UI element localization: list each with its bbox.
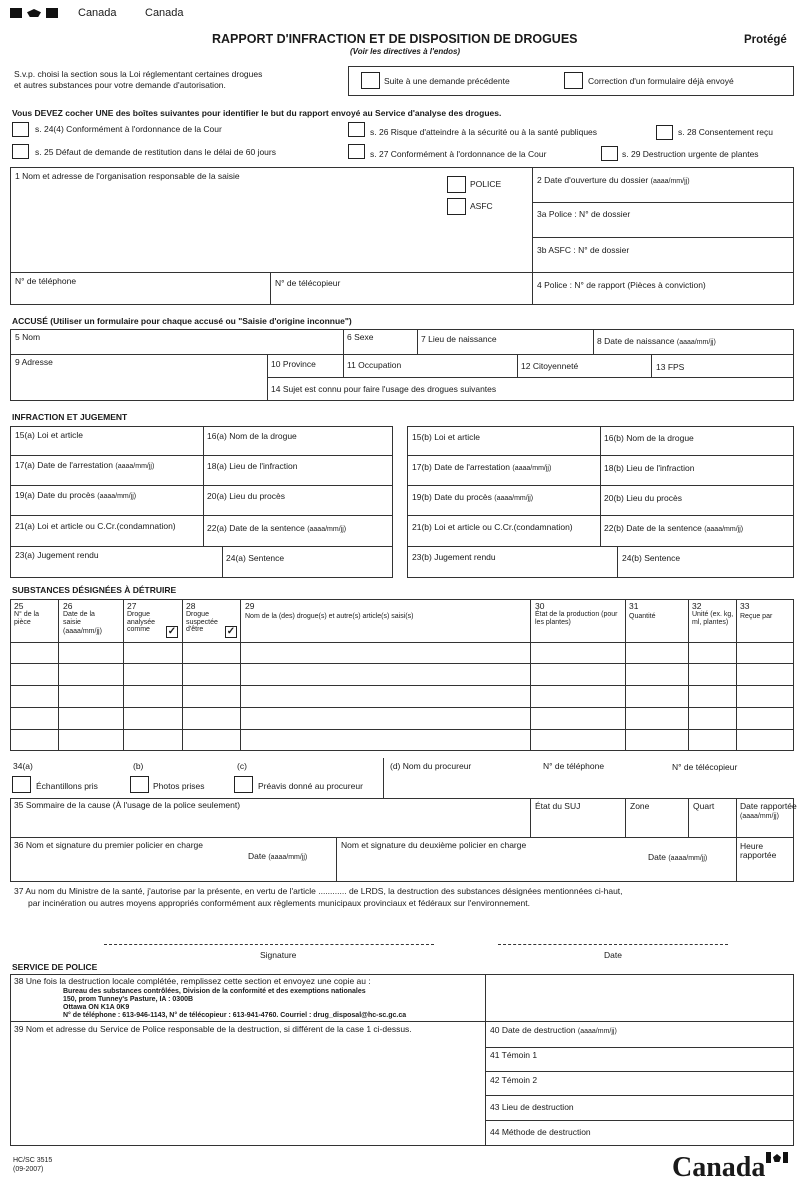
- form-version: (09-2007): [13, 1166, 44, 1173]
- authorization-line2: par incinération ou autres moyens appropriés conformément aux règlements municipaux provinciaux et fédéraux sur l'environnement.: [28, 898, 530, 908]
- intro-line2: et autres substances pour votre demande d'autorisation.: [14, 80, 226, 90]
- s28-label: s. 28 Consentement reçu: [678, 127, 773, 137]
- name-label: 5 Nom: [15, 332, 41, 342]
- previous-request-checkbox[interactable]: [361, 72, 380, 89]
- police-report-label: 4 Police : N° de rapport (Pièces à conviction): [537, 280, 706, 290]
- correction-checkbox[interactable]: [564, 72, 583, 89]
- asfc-checkbox[interactable]: [447, 198, 466, 215]
- offence-place-b-label: 18(b) Lieu de l'infraction: [604, 463, 695, 473]
- sentence-date-b-label: 22(b) Date de la sentence (aaaa/mm/jj): [604, 523, 744, 533]
- drug-a-label: 16(a) Nom de la drogue: [207, 431, 297, 441]
- s34a-label: 34(a): [13, 761, 33, 771]
- col25-header: 25 N° de la pièce: [14, 601, 39, 626]
- case-summary-label: 35 Sommaire de la cause (À l'usage de la police seulement): [14, 800, 241, 810]
- province-label: 10 Province: [271, 359, 316, 369]
- police-checkbox[interactable]: [447, 176, 466, 193]
- conviction-a-label: 21(a) Loi et article ou C.Cr.(condamnation): [15, 521, 176, 531]
- prosecutor-label: (d) Nom du procureur: [390, 761, 472, 771]
- zone-label: Zone: [630, 801, 650, 811]
- intro-line1: S.v.p. choisi la section sous la Loi réglementant certaines drogues: [14, 69, 263, 79]
- quart-label: Quart: [693, 801, 715, 811]
- citizenship-label: 12 Citoyenneté: [521, 361, 579, 371]
- photos-checkbox[interactable]: [130, 776, 149, 793]
- police-service-heading: SERVICE DE POLICE: [12, 962, 98, 972]
- signature-line[interactable]: [104, 944, 434, 945]
- s25-checkbox[interactable]: [12, 144, 29, 159]
- first-officer-label: 36 Nom et signature du premier policier en charge: [14, 840, 203, 850]
- col33-header: 33 Reçue par: [740, 601, 773, 621]
- purpose-heading: Vous DEVEZ cocher UNE des boîtes suivantes pour identifier le but du rapport envoyé au Service d'analyse des drogues.: [12, 108, 502, 118]
- col30-header: 30 État de la production (pour les plantes): [535, 601, 618, 626]
- date-line[interactable]: [498, 944, 728, 945]
- correction-label: Correction d'un formulaire déjà envoyé: [588, 76, 734, 86]
- s24-checkbox[interactable]: [12, 122, 29, 137]
- date-label: Date: [604, 950, 622, 960]
- police-label: POLICE: [470, 179, 502, 189]
- judgment-b-label: 23(b) Jugement rendu: [412, 552, 496, 562]
- col27-header: 27 Drogue analysée comme: [127, 601, 156, 634]
- date-reported-label: Date rapportée (aaaa/mm/jj): [740, 801, 797, 821]
- witness2-label: 42 Témoin 2: [490, 1075, 538, 1085]
- birthplace-label: 7 Lieu de naissance: [421, 334, 497, 344]
- trial-date-a-label: 19(a) Date du procès (aaaa/mm/jj): [15, 490, 137, 500]
- samples-label: Échantillons pris: [36, 781, 98, 791]
- file-open-date-label: 2 Date d'ouverture du dossier (aaaa/mm/jj): [537, 175, 690, 185]
- first-officer-date-label: Date (aaaa/mm/jj): [248, 851, 308, 861]
- form-title: RAPPORT D'INFRACTION ET DE DISPOSITION DE DROGUES: [212, 32, 578, 46]
- notice-label: Préavis donné au procureur: [258, 781, 363, 791]
- trial-place-b-label: 20(b) Lieu du procès: [604, 493, 682, 503]
- notice-checkbox[interactable]: [234, 776, 253, 793]
- org-name-label: 1 Nom et adresse de l'organisation responsable de la saisie: [15, 171, 240, 181]
- col32-header: 32 Unité (ex. kg, ml, plantes): [692, 601, 734, 626]
- form-number: HC/SC 3515: [13, 1157, 53, 1164]
- col26-header: 26 Date de la saisie (aaaa/mm/jj): [63, 601, 102, 636]
- police-file-label: 3a Police : N° de dossier: [537, 209, 631, 219]
- authorization-line1: 37 Au nom du Ministre de la santé, j'autorise par la présente, en vertu de l'article ............ de LRDS, la destruction des substances désignées mentionnées ci-haut,: [14, 886, 623, 896]
- fps-label: 13 FPS: [656, 362, 685, 372]
- destruction-date-label: 40 Date de destruction (aaaa/mm/jj): [490, 1025, 617, 1035]
- sentence-b-label: 24(b) Sentence: [622, 553, 681, 563]
- bureau-address-2: 150, prom Tunney's Pasture, IA : 0300B: [63, 996, 194, 1003]
- prosecutor-phone-label: N° de téléphone: [543, 761, 605, 771]
- second-officer-label: Nom et signature du deuxième policier en charge: [341, 840, 527, 850]
- offence-place-a-label: 18(a) Lieu de l'infraction: [207, 461, 298, 471]
- s24-label: s. 24(4) Conformément à l'ordonnance de la Cour: [35, 124, 222, 134]
- destruction-place-label: 43 Lieu de destruction: [490, 1102, 574, 1112]
- s29-label: s. 29 Destruction urgente de plantes: [622, 149, 759, 159]
- offence-heading: INFRACTION ET JUGEMENT: [12, 412, 128, 422]
- gov-left: Canada: [78, 7, 117, 19]
- s34c-label: (c): [237, 761, 247, 771]
- address-label: 9 Adresse: [15, 357, 53, 367]
- prosecutor-fax-label: N° de télécopieur: [672, 762, 738, 772]
- substances-heading: SUBSTANCES DÉSIGNÉES À DÉTRUIRE: [12, 585, 177, 595]
- col29-header: 29 Nom de la (des) drogue(s) et autre(s) article(s) saisi(s): [245, 601, 414, 621]
- arrest-date-a-label: 17(a) Date de l'arrestation (aaaa/mm/jj): [15, 460, 155, 470]
- drug-use-label: 14 Sujet est connu pour faire l'usage des drogues suivantes: [271, 384, 497, 394]
- gov-right: Canada: [145, 7, 184, 19]
- asfc-file-label: 3b ASFC : N° de dossier: [537, 245, 630, 255]
- suj-label: État du SUJ: [535, 801, 581, 811]
- trial-place-a-label: 20(a) Lieu du procès: [207, 491, 285, 501]
- destruction-instruction: 38 Une fois la destruction locale complétée, remplissez cette section et envoyez une copie au :: [14, 976, 371, 986]
- phone-label: N° de téléphone: [15, 276, 77, 286]
- law-b-label: 15(b) Loi et article: [412, 432, 481, 442]
- photos-label: Photos prises: [153, 781, 205, 791]
- law-a-label: 15(a) Loi et article: [15, 430, 84, 440]
- canada-flag-icon: [10, 8, 60, 18]
- form-subtitle: (Voir les directives à l'endos): [350, 47, 461, 56]
- drug-b-label: 16(b) Nom de la drogue: [604, 433, 694, 443]
- accused-heading: ACCUSÉ (Utiliser un formulaire pour chaque accusé ou "Saisie d'origine inconnue"): [12, 316, 352, 326]
- col28-check-icon[interactable]: ✓: [226, 626, 236, 637]
- witness1-label: 41 Témoin 1: [490, 1050, 538, 1060]
- col27-check-icon[interactable]: ✓: [167, 626, 177, 637]
- asfc-label: ASFC: [470, 201, 493, 211]
- time-reported-label: Heure rapportée: [740, 841, 777, 861]
- bureau-address-1: Bureau des substances contrôlées, Division de la conformité et des exemptions nationales: [63, 988, 366, 995]
- sex-label: 6 Sexe: [347, 332, 374, 342]
- signature-label: Signature: [260, 950, 297, 960]
- col28-header: 28 Drogue suspectée d'être: [186, 601, 218, 634]
- s34b-label: (b): [133, 761, 144, 771]
- s26-label: s. 26 Risque d'atteindre à la sécurité ou à la santé publiques: [370, 127, 598, 137]
- s27-label: s. 27 Conformément à l'ordonnance de la Cour: [370, 149, 547, 159]
- fax-label: N° de télécopieur: [275, 278, 341, 288]
- birthdate-label: 8 Date de naissance (aaaa/mm/jj): [597, 336, 716, 346]
- canada-wordmark: Canada: [672, 1152, 766, 1183]
- sentence-date-a-label: 22(a) Date de la sentence (aaaa/mm/jj): [207, 523, 347, 533]
- occupation-label: 11 Occupation: [347, 360, 402, 370]
- classification: Protégé: [744, 34, 787, 46]
- s25-label: s. 25 Défaut de demande de restitution dans le délai de 60 jours: [35, 147, 276, 157]
- samples-checkbox[interactable]: [12, 776, 31, 793]
- previous-request-label: Suite à une demande précédente: [384, 76, 510, 86]
- arrest-date-b-label: 17(b) Date de l'arrestation (aaaa/mm/jj): [412, 462, 552, 472]
- s27-checkbox[interactable]: [348, 144, 365, 159]
- s28-checkbox[interactable]: [656, 125, 673, 140]
- s29-checkbox[interactable]: [601, 146, 618, 161]
- destruction-service-label: 39 Nom et adresse du Service de Police responsable de la destruction, si différent de la case 1 ci-dessus.: [14, 1024, 412, 1034]
- canada-wordmark-flag-icon: [766, 1152, 788, 1163]
- conviction-b-label: 21(b) Loi et article ou C.Cr.(condamnation): [412, 522, 573, 532]
- second-officer-date-label: Date (aaaa/mm/jj): [648, 852, 708, 862]
- bureau-address-3: Ottawa ON K1A 0K9: [63, 1004, 130, 1011]
- destruction-method-label: 44 Méthode de destruction: [490, 1127, 591, 1137]
- bureau-contact: N° de téléphone : 613-946-1143, N° de télécopieur : 613-941-4760. Courriel : drug_disposal@hc-sc.gc.ca: [63, 1012, 407, 1019]
- col31-header: 31 Quantité: [629, 601, 656, 621]
- trial-date-b-label: 19(b) Date du procès (aaaa/mm/jj): [412, 492, 534, 502]
- s26-checkbox[interactable]: [348, 122, 365, 137]
- sentence-a-label: 24(a) Sentence: [226, 553, 285, 563]
- judgment-a-label: 23(a) Jugement rendu: [15, 550, 99, 560]
